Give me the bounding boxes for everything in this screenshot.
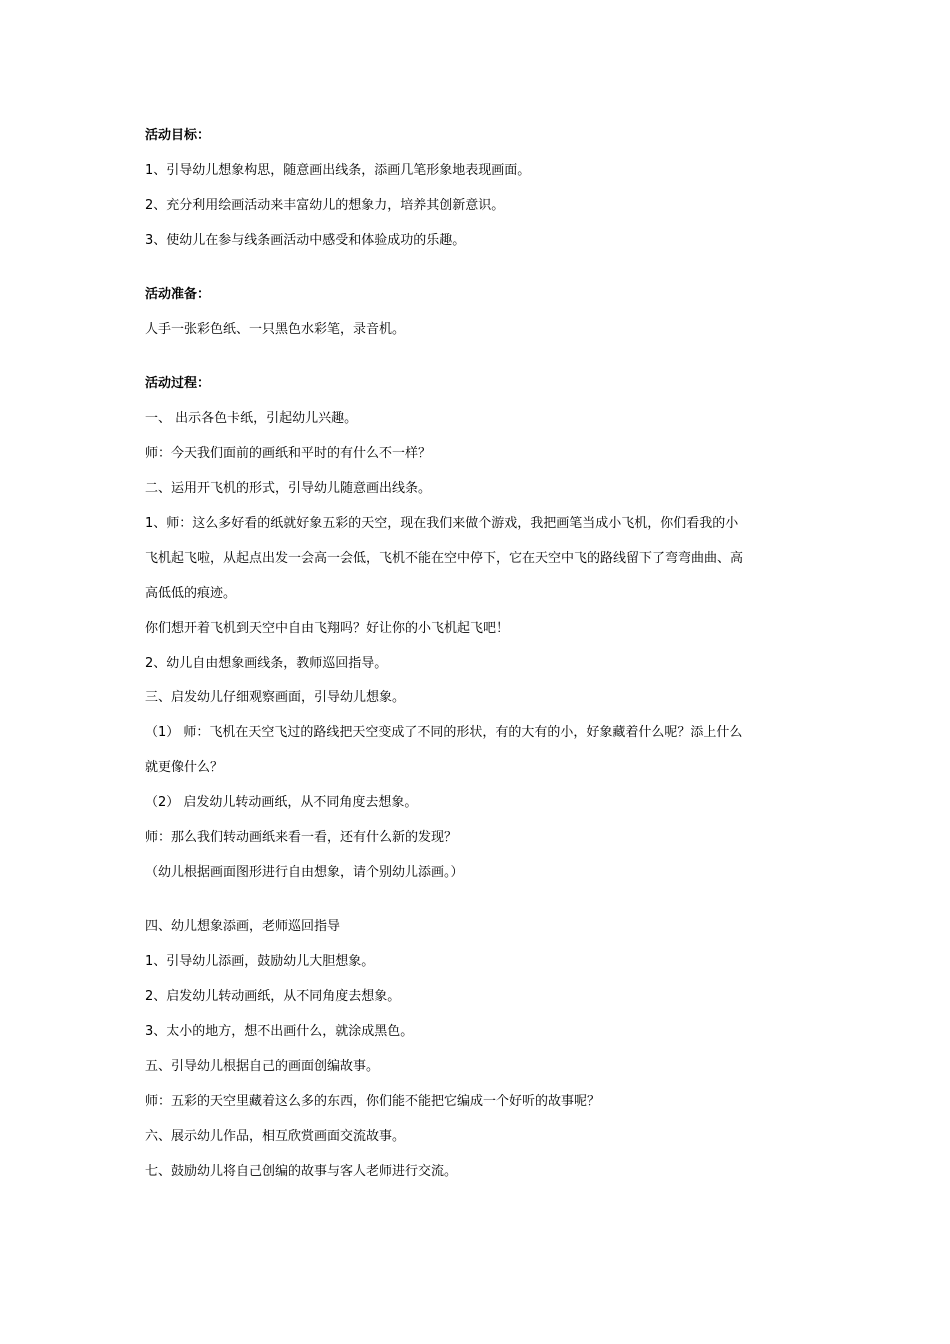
- goals-heading: 活动目标：: [145, 128, 211, 143]
- process-line: 1、师：这么多好看的纸就好象五彩的天空，现在我们来做个游戏，我把画笔当成小飞机，你们看我的小: [145, 516, 739, 531]
- process-line: （2） 启发幼儿转动画纸，从不同角度去想象。: [145, 795, 418, 810]
- process-line: 五、引导幼儿根据自己的画面创编故事。: [145, 1059, 380, 1074]
- process-line: 飞机起飞啦，从起点出发一会高一会低，飞机不能在空中停下，它在天空中飞的路线留下了弯弯曲曲、高: [145, 551, 744, 566]
- goal-item: 2、充分利用绘画活动来丰富幼儿的想象力，培养其创新意识。: [145, 198, 505, 213]
- process-line: 2、幼儿自由想象画线条，教师巡回指导。: [145, 656, 388, 671]
- process-line: （1） 师：飞机在天空飞过的路线把天空变成了不同的形状，有的大有的小，好象藏着什么呢？添上什么: [145, 725, 743, 740]
- goal-item: 1、引导幼儿想象构思，随意画出线条，添画几笔形象地表现画面。: [145, 163, 531, 178]
- process-line: 师：那么我们转动画纸来看一看，还有什么新的发现？: [145, 830, 458, 845]
- process-line: 2、启发幼儿转动画纸，从不同角度去想象。: [145, 989, 401, 1004]
- process-line: 高低低的痕迹。: [145, 586, 237, 601]
- process-line: 二、运用开飞机的形式，引导幼儿随意画出线条。: [145, 481, 432, 496]
- process-line: 师：五彩的天空里藏着这么多的东西，你们能不能把它编成一个好听的故事呢？: [145, 1094, 601, 1109]
- process-heading: 活动过程：: [145, 376, 211, 391]
- goal-item: 3、使幼儿在参与线条画活动中感受和体验成功的乐趣。: [145, 233, 466, 248]
- process-line: 3、太小的地方，想不出画什么，就涂成黑色。: [145, 1024, 414, 1039]
- process-line: 六、展示幼儿作品，相互欣赏画面交流故事。: [145, 1129, 406, 1144]
- process-line: 就更像什么？: [145, 760, 224, 775]
- preparation-heading: 活动准备：: [145, 287, 211, 302]
- process-line: （幼儿根据画面图形进行自由想象，请个别幼儿添画。）: [145, 865, 464, 880]
- preparation-text: 人手一张彩色纸、一只黑色水彩笔，录音机。: [145, 322, 406, 337]
- process-line: 师：今天我们面前的画纸和平时的有什么不一样？: [145, 446, 432, 461]
- process-line: 你们想开着飞机到天空中自由飞翔吗？好让你的小飞机起飞吧！: [145, 621, 510, 636]
- process-line: 三、启发幼儿仔细观察画面，引导幼儿想象。: [145, 690, 406, 705]
- process-line: 四、幼儿想象添画，老师巡回指导: [145, 919, 341, 934]
- process-line: 1、引导幼儿添画，鼓励幼儿大胆想象。: [145, 954, 375, 969]
- process-line: 一、 出示各色卡纸，引起幼儿兴趣。: [145, 411, 358, 426]
- process-line: 七、鼓励幼儿将自己创编的故事与客人老师进行交流。: [145, 1164, 458, 1179]
